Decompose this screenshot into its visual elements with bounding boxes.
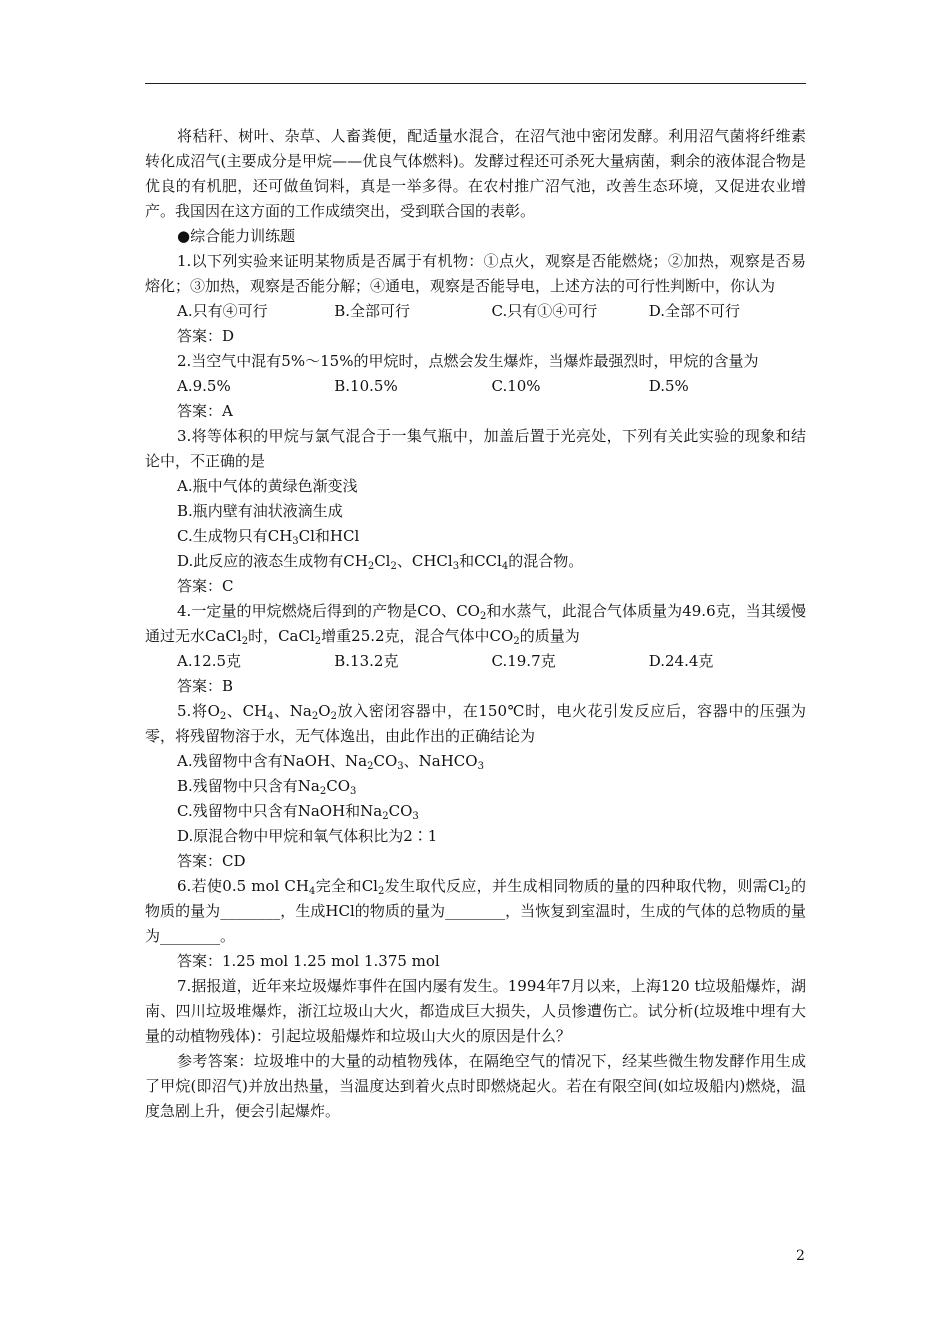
question-5: 5.将$O_2$、$CH_4$、$Na_2O_2$放入密闭容器中，在150℃时，电火花引发反应后，容器中的压强为零，将残留物溶于水，无气体逸出，由此作出的正确结论为	[145, 702, 807, 745]
header-rule	[145, 83, 806, 84]
option-c: C.残留物中只含有NaOH和$Na_2CO_3$	[177, 802, 419, 822]
option-c: C.生成物只有$CH_3Cl$和HCl	[177, 527, 360, 547]
option-c: C.10%	[491, 377, 541, 395]
option-d: D.5%	[648, 377, 689, 395]
answer-1: 答案：D	[177, 327, 235, 345]
option-a: A.9.5%	[177, 377, 231, 395]
answer-6: 答案：1.25 mol 1.25 mol 1.375 mol	[177, 952, 440, 970]
answer-7: 参考答案：垃圾堆中的大量的动植物残体，在隔绝空气的情况下，经某些微生物发酵作用生成了甲烷(即沼气)并放出热量，当温度达到着火点时即燃烧起火。若在有限空间(如垃圾船内)燃烧，温度急剧上升，便会引起爆炸。	[145, 1052, 806, 1120]
option-a: A.残留物中含有NaOH、$Na_2CO_3$、NaHCO$_3$	[177, 752, 484, 772]
option-a: A.瓶中气体的黄绿色渐变浅	[177, 477, 358, 495]
option-d: D.此反应的液态生成物有$CH_2Cl_2$、CHCl$_3$和CCl$_4$的混合物。	[177, 552, 584, 572]
option-a: A.只有④可行	[177, 302, 268, 320]
answer-5: 答案：CD	[177, 852, 246, 870]
option-b: B.残留物中只含有$Na_2CO_3$	[177, 777, 357, 797]
question-4-options	[145, 649, 806, 674]
option-b: B.13.2克	[334, 652, 399, 670]
intro-paragraph: 将秸秆、树叶、杂草、人畜粪便，配适量水混合，在沼气池中密闭发酵。利用沼气菌将纤维素转化成沼气(主要成分是甲烷——优良气体燃料)。发酵过程还可杀死大量病菌，剩余的液体混合物是优良的有机肥，还可做鱼饲料，真是一举多得。在农村推广沼气池，改善生态环境，又促进农业增产。我国因在这方面的工作成绩突出，受到联合国的表彰。	[145, 127, 806, 220]
question-1-options	[145, 299, 806, 324]
option-c: C.19.7克	[491, 652, 556, 670]
section-title: ●综合能力训练题	[177, 227, 296, 245]
question-2-options	[145, 374, 806, 399]
question-2: 2.当空气中混有5%～15%的甲烷时，点燃会发生爆炸，当爆炸最强烈时，甲烷的含量为	[177, 352, 759, 370]
answer-2: 答案：A	[177, 402, 233, 420]
option-b: B.瓶内壁有油状液滴生成	[177, 502, 343, 520]
question-7: 7.据报道，近年来垃圾爆炸事件在国内屡有发生。1994年7月以来，上海120 t垃圾船爆炸，湖南、四川垃圾堆爆炸，浙江垃圾山大火，都造成巨大损失，人员惨遭伤亡。试分析(垃圾堆中埋有大量的动植物残体)：引起垃圾船爆炸和垃圾山大火的原因是什么？	[145, 977, 806, 1045]
page-number: 2	[796, 1248, 805, 1264]
option-b: B.全部可行	[334, 302, 411, 320]
page-content	[145, 124, 806, 1124]
option-b: B.10.5%	[334, 377, 398, 395]
question-4: 4.一定量的甲烷燃烧后得到的产物是CO、$CO_2$和水蒸气，此混合气体质量为49.6克，当其缓慢通过无水CaCl$_2$时，CaCl$_2$增重25.2克，混合气体中$CO_2$的质量为	[145, 602, 806, 647]
answer-3: 答案：C	[177, 577, 234, 595]
option-d: D.24.4克	[648, 652, 714, 670]
answer-4: 答案：B	[177, 677, 234, 695]
question-1: 1.以下列实验来证明某物质是否属于有机物：①点火，观察是否能燃烧；②加热，观察是否易熔化；③加热，观察是否能分解；④通电，观察是否能导电，上述方法的可行性判断中，你认为	[145, 252, 806, 295]
option-d: D.原混合物中甲烷和氧气体积比为2∶1	[177, 827, 438, 845]
question-6: 6.若使0.5 mol $CH_4$完全和$Cl_2$发生取代反应，并生成相同物质的量的四种取代物，则需$Cl_2$的物质的量为________，生成HCl的物质的量为________，当恢复到室温时，生成的气体的总物质的量为________。	[145, 877, 806, 945]
option-d: D.全部不可行	[648, 302, 741, 320]
question-3: 3.将等体积的甲烷与氯气混合于一集气瓶中，加盖后置于光亮处，下列有关此实验的现象和结论中，不正确的是	[145, 427, 806, 470]
option-c: C.只有①④可行	[491, 302, 598, 320]
option-a: A.12.5克	[177, 652, 241, 670]
